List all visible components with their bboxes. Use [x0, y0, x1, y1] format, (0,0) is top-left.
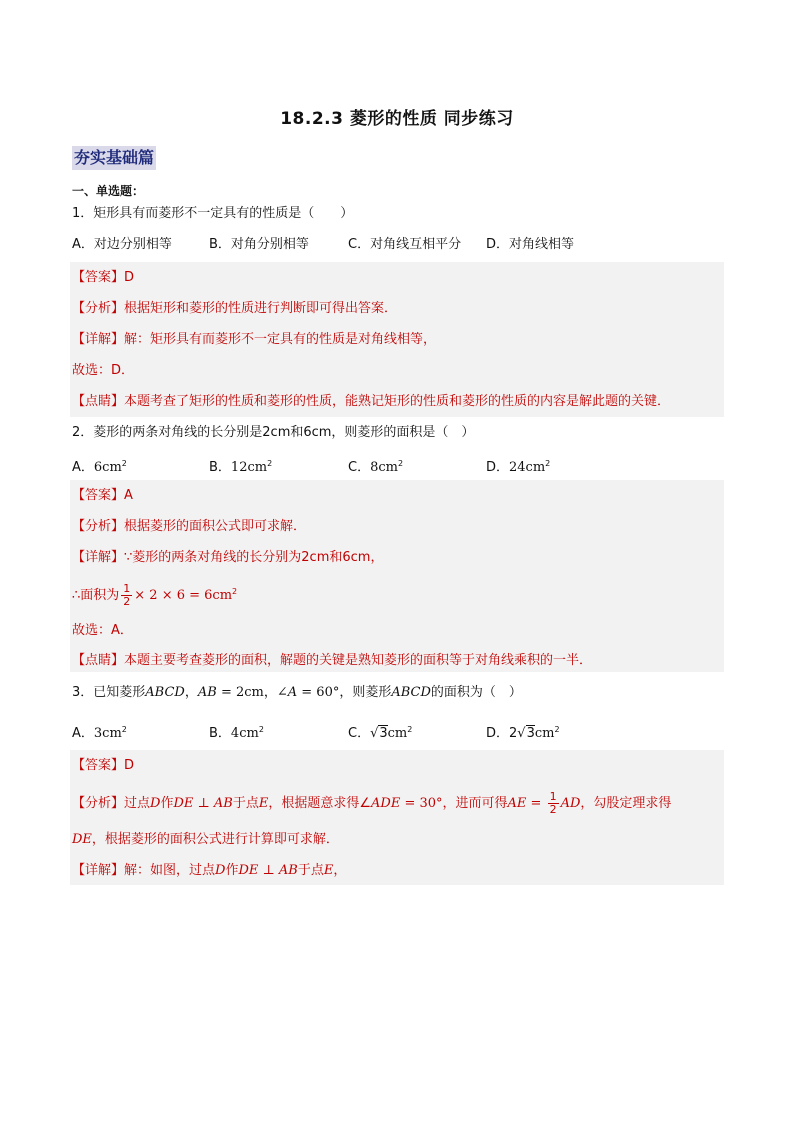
option-a: A．对边分别相等 [72, 237, 172, 252]
section-heading: 夯实基础篇 [72, 146, 156, 170]
calc-line: ∴面积为 $\frac{1}{2}$ × $2 \times 6 = 6cm^2$ [72, 582, 238, 608]
detail-line [72, 331, 436, 349]
answer-tag: 【答案】 [72, 270, 125, 285]
answer-tag: 【答案】 [72, 758, 125, 773]
option-d: D．对角线相等 [486, 237, 575, 252]
analysis-line: 【分析】过点D作DE ⊥ AB于点E，根据题意求得∠ADE = 30°，进而可得AE = $\frac{1}{2}$ AD，勾股定理求得 [72, 790, 672, 816]
detail-text: ∵菱形的两条对角线的长分别为2cm和6cm， [124, 550, 384, 565]
answer-line [72, 269, 134, 287]
comment-line [72, 652, 592, 670]
sqrt: √3 [517, 726, 535, 741]
option-d: D．$24cm^2$ [486, 459, 551, 475]
detail-tag: 【详解】 [72, 550, 125, 565]
option-b: B．$12cm^2$ [209, 459, 273, 475]
calc-rest: × 2 × 6 = 6cm [134, 588, 233, 603]
answer-tag: 【答案】 [72, 488, 125, 503]
question-2-stem: 2．菱形的两条对角线的长分别是2cm和6cm，则菱形的面积是（ ） [72, 425, 475, 440]
option-c: C．$8cm^2$ [348, 459, 404, 475]
analysis-line [72, 518, 306, 536]
question-3-solution [70, 750, 724, 885]
fraction: $\frac{1}{2}$ [549, 790, 557, 816]
option-d: D．$2√3cm^2$ [486, 725, 560, 741]
answer-line [72, 757, 134, 775]
answer-value: D [124, 758, 135, 773]
detail-text: 解：矩形具有而菱形不一定具有的性质是对角线相等， [124, 332, 437, 347]
page-title: 18.2.3 菱形的性质 同步练习 [280, 109, 514, 129]
detail-tag: 【详解】 [72, 332, 125, 347]
sqrt: √3 [370, 726, 388, 741]
comment-tag: 【点睛】 [72, 394, 125, 409]
question-2-solution [70, 480, 724, 672]
option-c: C．$√3cm^2$ [348, 725, 413, 741]
analysis-text: 根据矩形和菱形的性质进行判断即可得出答案． [124, 301, 398, 316]
answer-value: D [124, 270, 135, 285]
option-b: B．$4cm^2$ [209, 725, 264, 741]
fraction: $\frac{1}{2}$ [123, 582, 131, 608]
answer-value: A [124, 488, 133, 503]
choose-line: 故选：A． [72, 623, 133, 638]
choose-line: 故选：D． [72, 363, 135, 378]
option-c: C．对角线互相平分 [348, 237, 462, 252]
option-a: A．$6cm^2$ [72, 459, 127, 475]
analysis-line [72, 300, 397, 318]
analysis-text: 根据菱形的面积公式即可求解． [124, 519, 307, 534]
option-b: B．对角分别相等 [209, 237, 309, 252]
question-1-solution [70, 262, 724, 417]
question-1-stem: 1．矩形具有而菱形不一定具有的性质是（ ） [72, 206, 354, 221]
subsection-heading: 一、单选题： [72, 184, 145, 198]
analysis-tag: 【分析】 [72, 519, 125, 534]
comment-tag: 【点睛】 [72, 653, 125, 668]
answer-line [72, 487, 133, 505]
comment-line [72, 393, 670, 411]
comment-text: 本题主要考查菱形的面积，解题的关键是熟知菱形的面积等于对角线乘积的一半． [124, 653, 593, 668]
option-a: A．$3cm^2$ [72, 725, 127, 741]
calc-prefix: ∴面积为 [72, 588, 120, 603]
detail-line: 【详解】解：如图，过点D作DE ⊥ AB于点E， [72, 863, 347, 878]
question-3-stem: 3．已知菱形ABCD，AB = 2cm，∠A = 60°，则菱形ABCD的面积为（ ） [72, 685, 522, 700]
analysis-line-2: DE，根据菱形的面积公式进行计算即可求解． [72, 832, 339, 847]
detail-line [72, 549, 383, 567]
comment-text: 本题考查了矩形的性质和菱形的性质，能熟记矩形的性质和菱形的性质的内容是解此题的关键． [124, 394, 671, 409]
analysis-tag: 【分析】 [72, 301, 125, 316]
